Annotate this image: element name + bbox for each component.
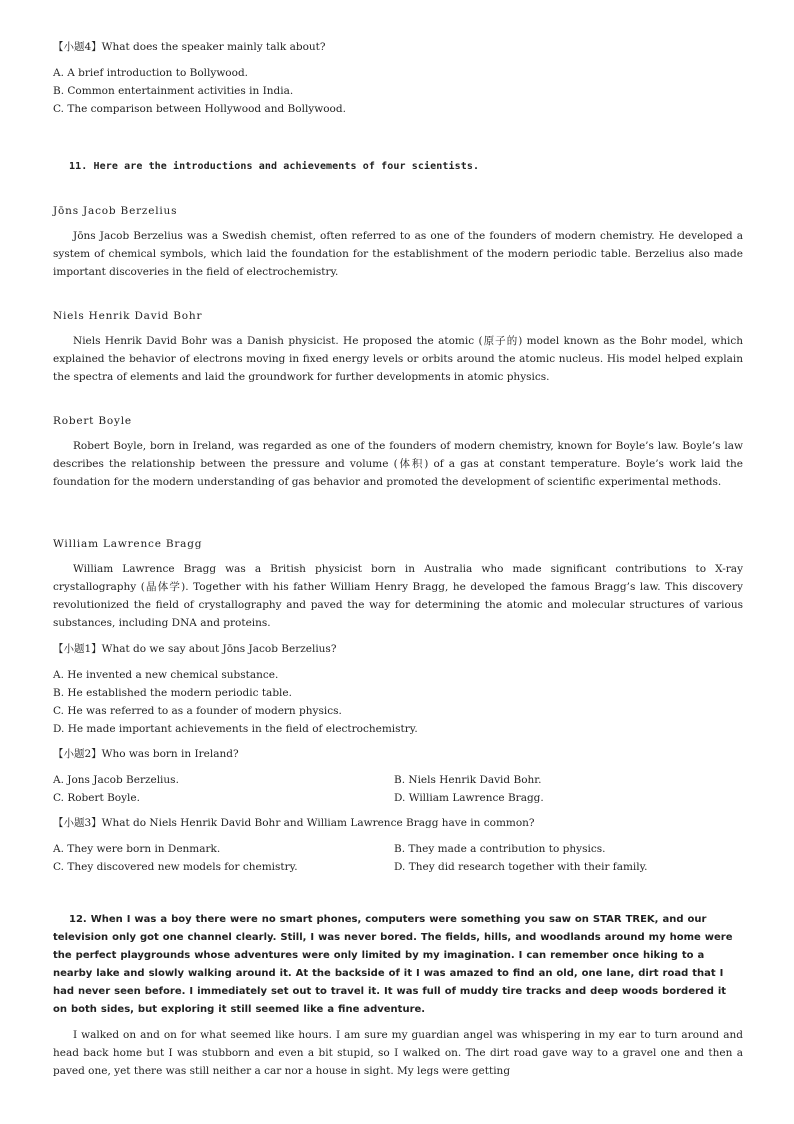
scientist-name: Niels Henrik David Bohr	[53, 310, 203, 322]
question-stem: 【小题3】What do Niels Henrik David Bohr and William Lawrence Bragg have in common?	[53, 817, 535, 829]
option-b: B. Niels Henrik David Bohr.	[394, 774, 542, 786]
section-12	[53, 911, 743, 1080]
section-11-heading: 11. Here are the introductions and achievements of four scientists.	[69, 161, 480, 172]
scientist-description: Robert Boyle, born in Ireland, was regarded as one of the founders of modern chemistry, known for Boyle’s law. Boyle’s law describes the relationship between the pressure and volume (体积) of a gas at constant temperature. Boyle’s work laid the foundation for the modern understanding of gas behavior and promoted the development of scientific experimental methods.	[53, 440, 743, 488]
option-a: A. Jons Jacob Berzelius.	[53, 774, 179, 786]
question-stem: 【小题4】What does the speaker mainly talk about?	[53, 41, 326, 53]
option-b: B. He established the modern periodic table.	[53, 687, 292, 699]
passage-intro	[53, 911, 743, 1019]
option-d: D. William Lawrence Bragg.	[394, 792, 544, 804]
scientist-name: Jōns Jacob Berzelius	[53, 205, 178, 217]
option-a: A. He invented a new chemical substance.	[53, 669, 279, 681]
scientist-description: Jōns Jacob Berzelius was a Swedish chemist, often referred to as one of the founders of modern chemistry. He developed a system of chemical symbols, which laid the foundation for the establishment of the modern periodic table. Berzelius also made important discoveries in the field of electrochemistry.	[53, 230, 743, 278]
scientist-name: Robert Boyle	[53, 415, 132, 427]
scientist-name: William Lawrence Bragg	[53, 538, 203, 550]
option-c: C. They discovered new models for chemistry.	[53, 861, 298, 873]
question-stem: 【小题1】What do we say about Jōns Jacob Berzelius?	[53, 643, 337, 655]
scientist-bragg	[53, 535, 743, 632]
option-a: A. A brief introduction to Bollywood.	[53, 67, 249, 79]
scientist-boyle	[53, 412, 743, 491]
question-4	[53, 38, 743, 118]
scientist-berzelius	[53, 202, 743, 281]
sub-question-3	[53, 814, 743, 876]
option-d: D. He made important achievements in the field of electrochemistry.	[53, 723, 418, 735]
option-a: A. They were born in Denmark.	[53, 843, 221, 855]
scientist-bohr	[53, 307, 743, 386]
scientist-description: William Lawrence Bragg was a British physicist born in Australia who made significant contributions to X-ray crystallography (晶体学). Together with his father William Henry Bragg, he developed the famous Bragg’s law. This discovery revolutionized the field of crystallography and paved the way for determining the atomic and molecular structures of various substances, including DNA and proteins.	[53, 563, 743, 629]
sub-question-1	[53, 640, 743, 738]
passage-intro-text: 12. When I was a boy there were no smart phones, computers were something you saw on STAR TREK, and our television only got one channel clearly. Still, I was never bored. The fields, hills, and woodlands around my home were the perfect playgrounds whose adventures were only limited by my imagination. I can remember once hiking to a nearby lake and slowly walking around it. At the backside of it I was amazed to find an old, one lane, dirt road that I had never seen before. I immediately set out to travel it. It was full of muddy tire tracks and deep woods bordered it on both sides, but exploring it still seemed like a fine adventure.	[53, 914, 733, 1015]
question-stem: 【小题2】Who was born in Ireland?	[53, 748, 239, 760]
passage-paragraph: I walked on and on for what seemed like hours. I am sure my guardian angel was whispering in my ear to turn around and head back home but I was stubborn and even a bit stupid, so I walked on. The dirt road gave way to a gravel one and then a paved one, yet there was still neither a car nor a house in sight. My legs were getting	[53, 1029, 743, 1077]
scientist-description: Niels Henrik David Bohr was a Danish physicist. He proposed the atomic (原子的) model known as the Bohr model, which explained the behavior of electrons moving in fixed energy levels or orbits around the atomic nucleus. His model helped explain the spectra of elements and laid the groundwork for further developments in atomic physics.	[53, 335, 743, 383]
option-b: B. They made a contribution to physics.	[394, 843, 606, 855]
sub-question-2	[53, 745, 743, 807]
option-b: B. Common entertainment activities in India.	[53, 85, 294, 97]
option-c: C. The comparison between Hollywood and Bollywood.	[53, 103, 346, 115]
option-c: C. Robert Boyle.	[53, 792, 140, 804]
option-d: D. They did research together with their family.	[394, 861, 648, 873]
option-c: C. He was referred to as a founder of modern physics.	[53, 705, 342, 717]
